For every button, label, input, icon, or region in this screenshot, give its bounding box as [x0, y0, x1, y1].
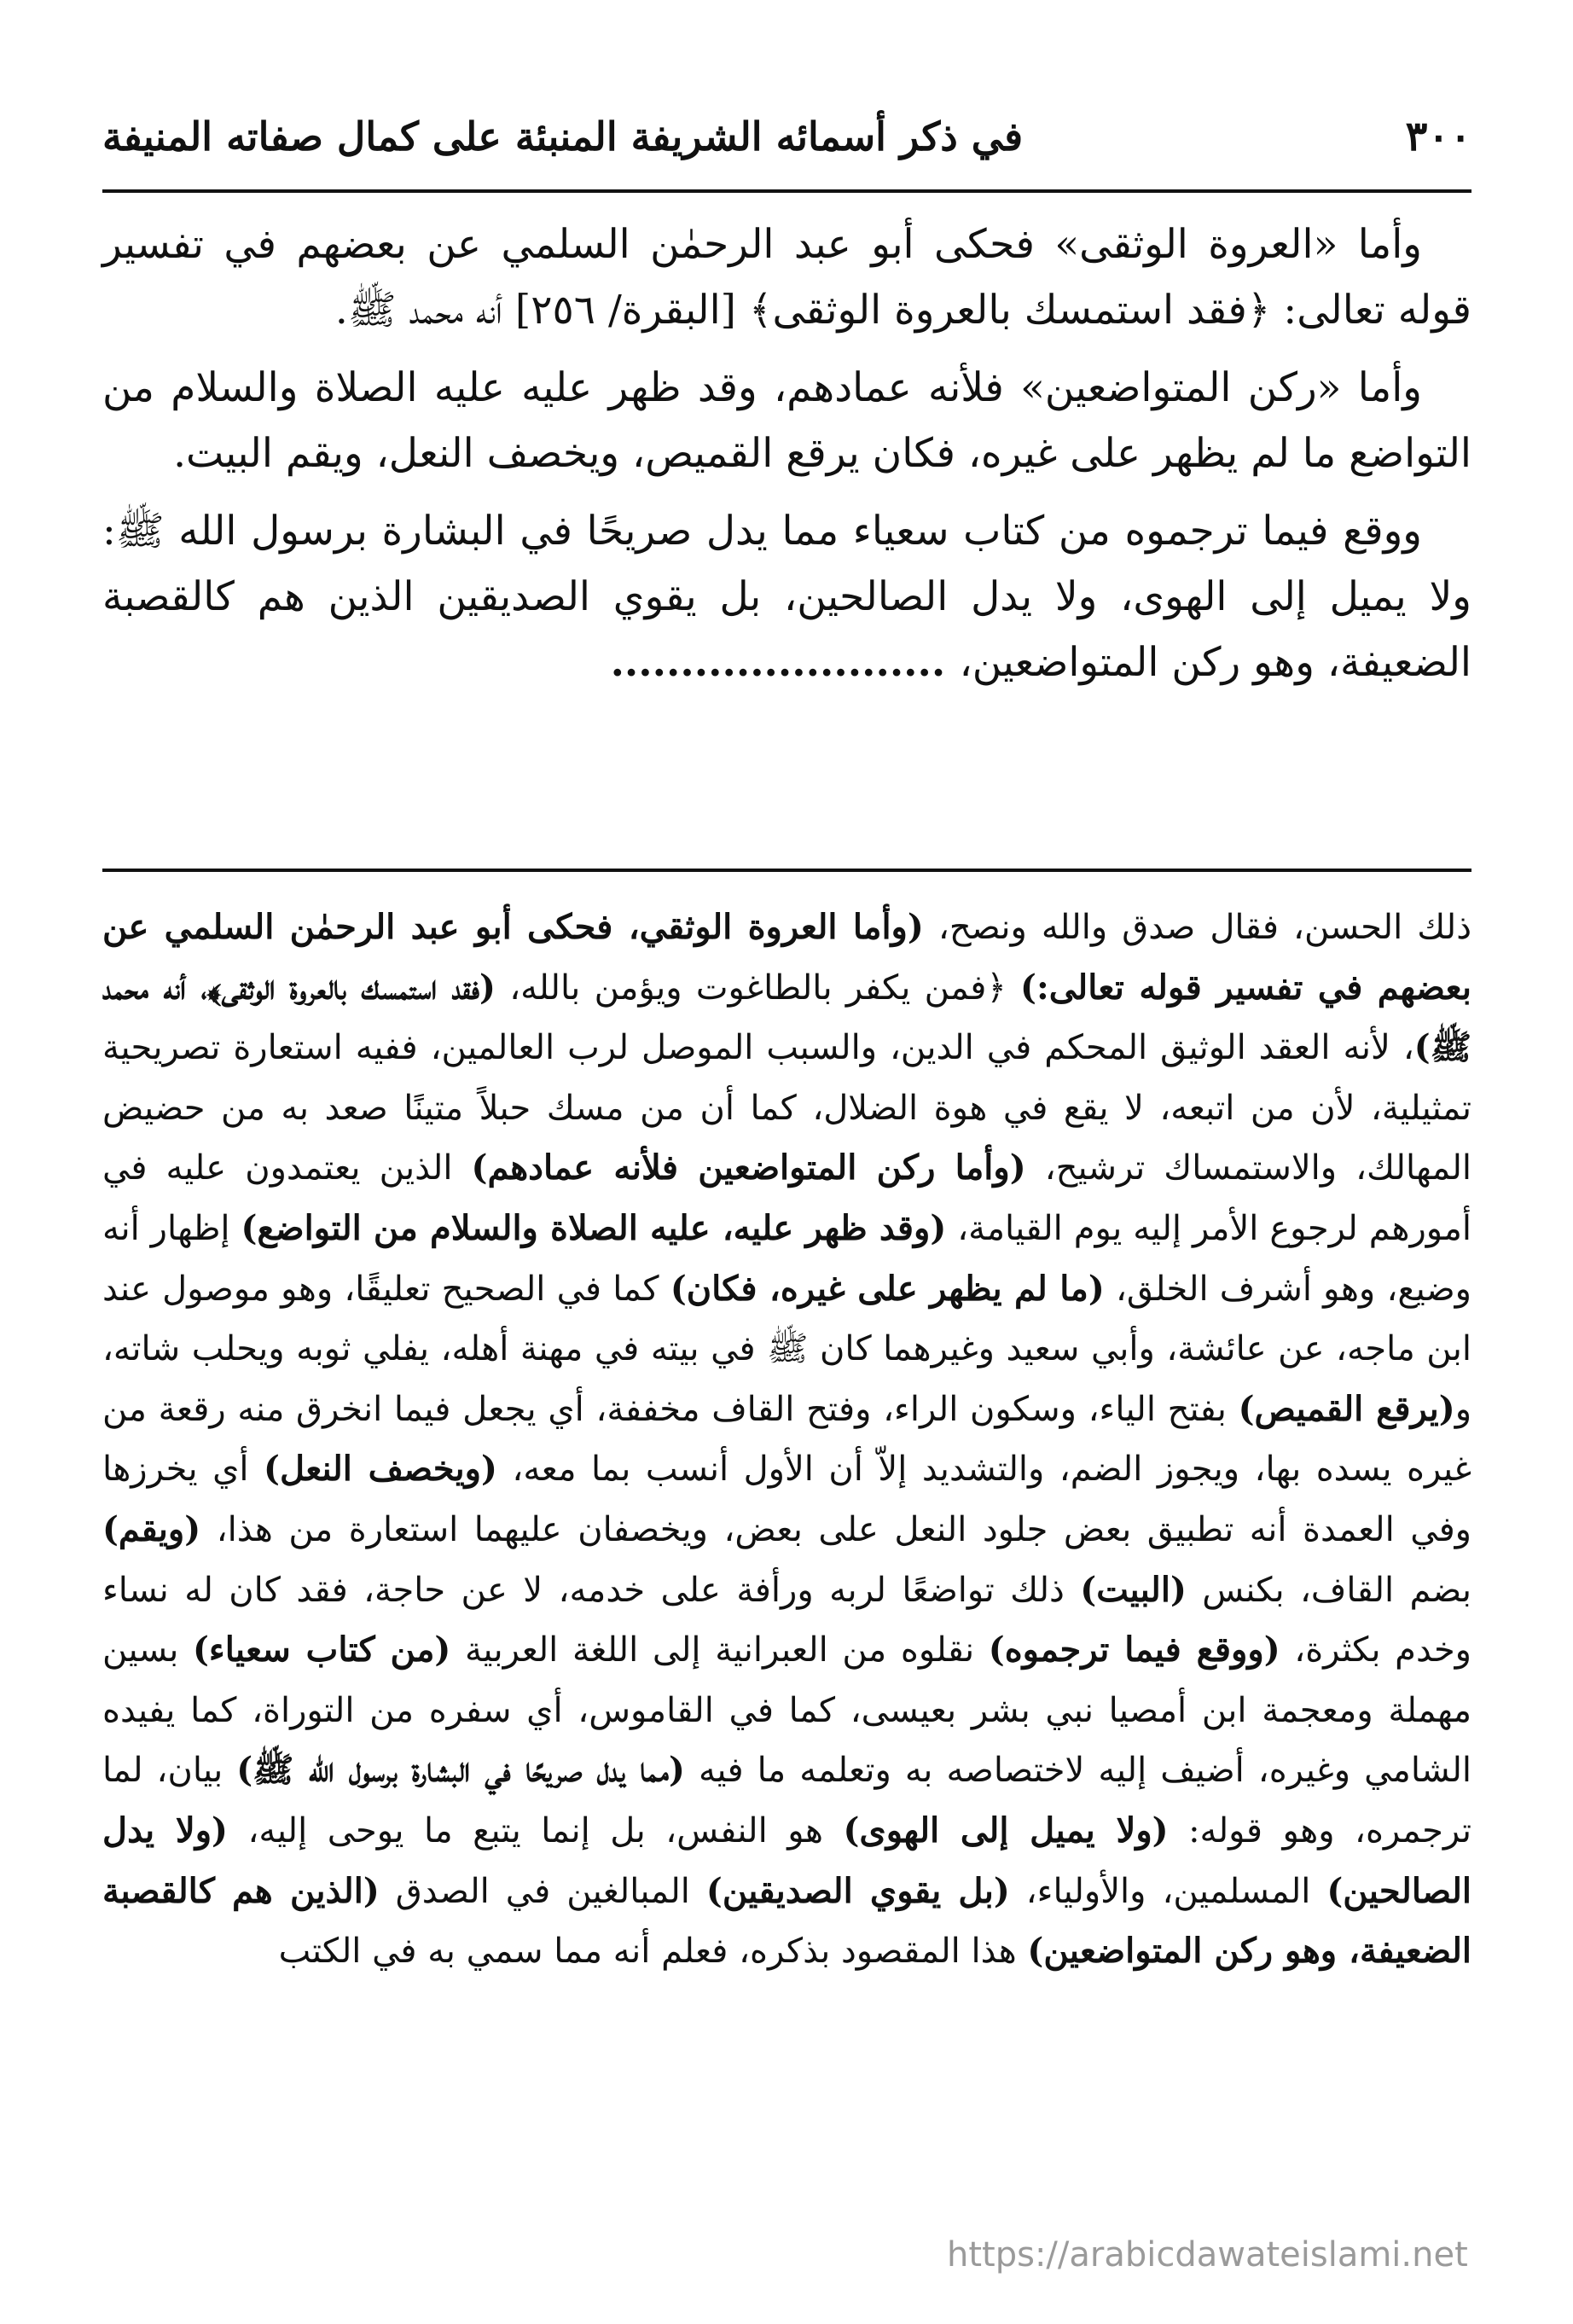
commentary-text [102, 898, 1471, 1982]
commentary-text-run: بضم القاف، بكنس [1186, 1570, 1471, 1610]
quoted-matn: (مما يدل صريحًا في البشارة برسول الله ﷺ) [236, 1750, 685, 1791]
commentary-text-run: المبالغين في الصدق [379, 1871, 706, 1911]
commentary-text-run: ذلك الحسن، فقال صدق والله ونصح، [923, 908, 1472, 947]
quoted-matn: (الذين هم كالقصبة الضعيفة، وهو ركن المتواضعين) [102, 1870, 1471, 1972]
commentary-divider [102, 869, 1471, 872]
quoted-matn: (من كتاب سعياء) [193, 1630, 451, 1670]
main-paragraph-1: وأما «العروة الوثقى» فحكى أبو عبد الرحمٰن السلمي عن بعضهم في تفسير قوله تعالى: ﴿فقد استمسك بالعروة الوثقى﴾ [البقرة/ ٢٥٦] أنه محمد ﷺ. [102, 221, 1471, 334]
commentary-text-run: هو النفس، بل إنما يتبع ما يوحى إليه، [227, 1810, 844, 1850]
commentary-text-run: ﴿فمن يكفر بالطاغوت ويؤمن بالله، [495, 967, 1021, 1008]
quoted-matn: (ووقع فيما ترجموه) [988, 1630, 1280, 1670]
main-paragraph-3 [102, 498, 1471, 695]
commentary-text-run: بيان، لما ترجمره، وهو قوله: [102, 1751, 1472, 1850]
quoted-matn: (وقد ظهر عليه، عليه الصلاة والسلام من التواضع) [241, 1207, 947, 1248]
commentary-text-run: الذين يعتمدون عليه في أمورهم لرجوع الأمر إليه يوم القيامة، [102, 1148, 1472, 1248]
commentary-text-run: أي يخرزها وفي العمدة أنه تطبيق بعض جلود النعل على بعض، ويخصفان عليهما استعارة من هذا، [102, 1450, 1471, 1549]
commentary-text-run: المسلمين، والأولياء، [1009, 1871, 1327, 1911]
header-divider [102, 189, 1471, 193]
commentary-text-run: ، لأنه العقد الوثيق المحكم في الدين، والسبب الموصل لرب العالمين، ففيه استعارة تصريحية تمثيلية، لأن من اتبعه، لا يقع في هوة الضلال، كما أن من مسك حبلاً متينًا صعد به من حضيض المهالك، والاستمساك ترشيح، [102, 1028, 1472, 1188]
page-header [102, 94, 1471, 179]
main-text [102, 212, 1471, 707]
main-paragraph-2: وأما «ركن المتواضعين» فلأنه عمادهم، وقد ظهر عليه عليه الصلاة والسلام من التواضع ما لم يظهر على غيره، فكان يرقع القميص، ويخصف النعل، ويقم البيت. [102, 364, 1471, 477]
commentary-text-run: بسين مهملة ومعجمة ابن أمصيا نبي بشر بعيسى، كما في القاموس، أي سفره من التوراة، كما يفيده الشامي وغيره، أضيف إليه لاختصاصه به وتعلمه ما فيه [102, 1630, 1472, 1791]
quoted-matn: (يرقع القميص) [1238, 1388, 1455, 1429]
commentary-text-run: إظهار أنه وضيع، وهو أشرف الخلق، [102, 1208, 1471, 1309]
quoted-matn: (البيت) [1080, 1569, 1187, 1610]
quoted-matn: (ولا يدل الصالحين) [102, 1810, 1472, 1911]
quoted-matn: (فقد استمسك بالعروة الوثقى﴾، أنه محمد ﷺ) [102, 967, 1472, 1068]
quoted-matn: (ولا يميل إلى الهوى) [843, 1810, 1169, 1850]
quoted-matn: (بل يقوي الصديقين) [705, 1870, 1010, 1911]
commentary-text-run: كما في الصحيح تعليقًا، وهو موصول عند ابن ماجه، عن عائشة، وأبي سعيد وغيرهما كان ﷺ في بيته في مهنة أهله، يفلي ثوبه ويحلب شاته، و [102, 1269, 1472, 1429]
running-title: في ذكر أسمائه الشريفة المنبئة على كمال صفاته المنيفة [102, 113, 1024, 160]
quoted-matn: (وأما ركن المتواضعين فلأنه عمادهم) [471, 1147, 1026, 1188]
quoted-matn: (ويقم) [102, 1508, 201, 1549]
quoted-matn: (ويخصف النعل) [264, 1449, 497, 1490]
commentary-text-run: نقلوه من العبرانية إلى اللغة العربية [450, 1630, 989, 1670]
quoted-matn: (ما لم يظهر على غيره، فكان) [670, 1268, 1105, 1309]
watermark-url: https://arabicdawateislami.net [947, 2235, 1468, 2275]
quoted-matn: (وأما العروة الوثقي، فحكى أبو عبد الرحمٰن السلمي عن بعضهم في تفسير قوله تعالى:) [102, 907, 1471, 1008]
page-number: ٣٠٠ [1405, 113, 1471, 160]
commentary-text-run: هذا المقصود بذكره، فعلم أنه مما سمي به في الكتب [278, 1932, 1028, 1972]
commentary-text-run: بفتح الياء، وسكون الراء، وفتح القاف مخففة، أي يجعل فيما انخرق منه رقعة من غيره يسده بها، ويجوز الضم، والتشديد إلاّ أن الأول أنسب بما معه، [102, 1389, 1471, 1490]
commentary-paragraph [102, 898, 1471, 1982]
main-paragraph-3-text: ووقع فيما ترجموه من كتاب سعياء مما يدل صريحًا في البشارة برسول الله ﷺ: ولا يميل إلى الهوى، ولا يدل الصالحين، بل يقوي الصديقين الذين هم كالقصبة الضعيفة، وهو ركن المتواضعين، [102, 508, 1471, 686]
dotted-leader: ........................ [610, 639, 960, 686]
commentary-text-run: ذلك تواضعًا لربه ورأفة على خدمه، لا عن حاجة، فقد كان له نساء وخدم بكثرة، [102, 1570, 1471, 1670]
